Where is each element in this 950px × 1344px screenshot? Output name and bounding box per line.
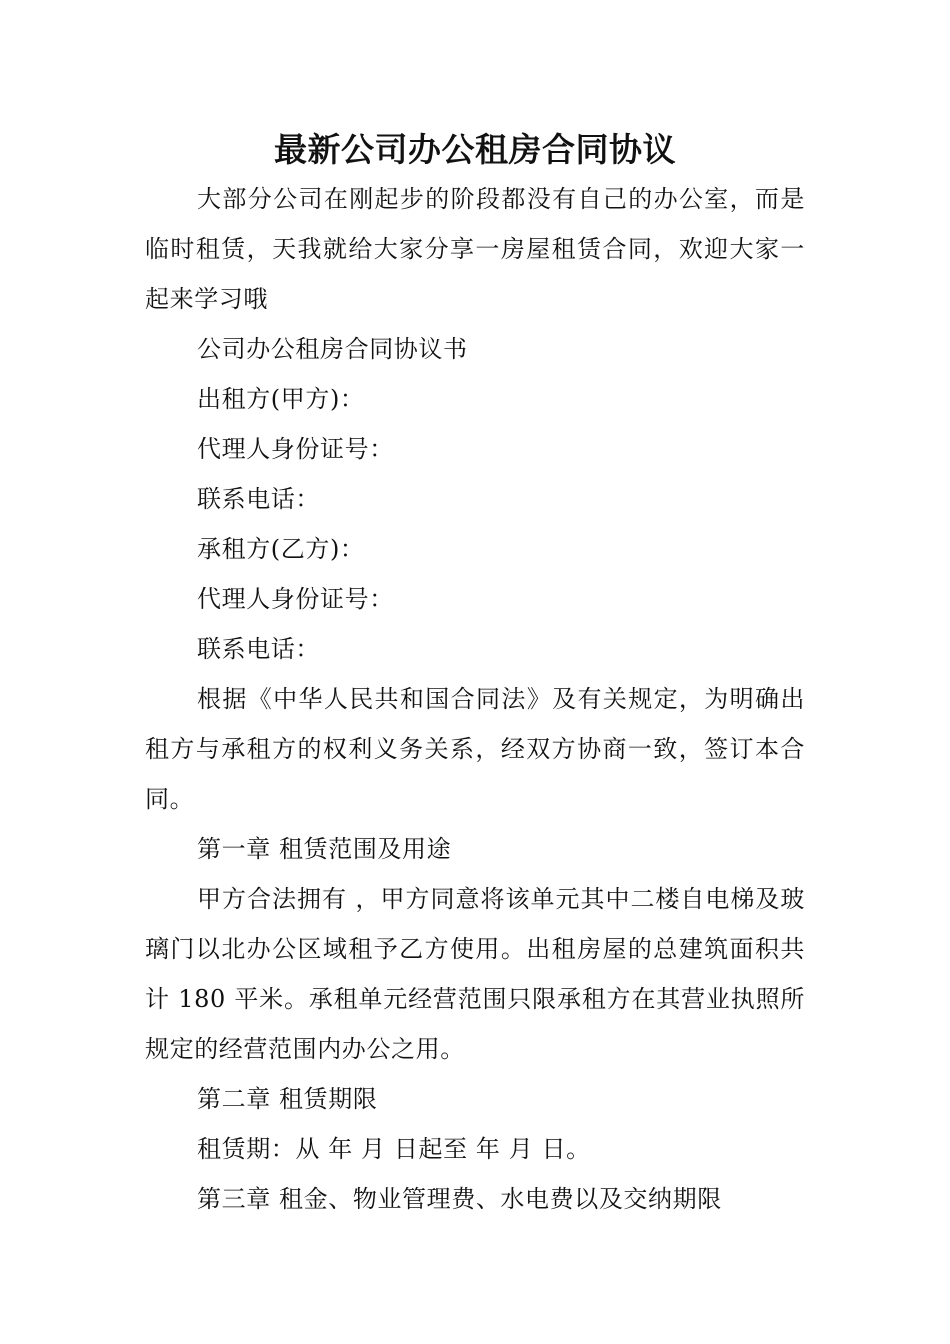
paragraph-chapter-1-heading: 第一章 租赁范围及用途 [197,835,452,863]
paragraph-legal-basis: 根据《中华人民共和国合同法》及有关规定，为明确出租方与承租方的权利义务关系，经双方协商一致，签订本合同。 [145,685,805,813]
paragraph-lessee-phone: 联系电话： [197,635,320,663]
paragraph-chapter-2-heading: 第二章 租赁期限 [197,1085,378,1113]
document-body [145,174,805,1224]
document-title: 最新公司办公租房合同协议 [274,130,676,169]
paragraph-lessee-agent-id: 代理人身份证号： [197,585,394,613]
paragraph-lessor-phone: 联系电话： [197,485,320,513]
paragraph-intro: 大部分公司在刚起步的阶段都没有自己的办公室，而是临时租赁，天我就给大家分享一房屋租赁合同，欢迎大家一起来学习哦 [145,185,805,313]
paragraph-lessee: 承租方(乙方)： [197,535,365,563]
paragraph-chapter-1-body: 甲方合法拥有 ，甲方同意将该单元其中二楼自电梯及玻璃门以北办公区域租予乙方使用。出租房屋的总建筑面积共计 180 平米。承租单元经营范围只限承租方在其营业执照所规定的经营范围内办公之用。 [145,885,805,1063]
paragraph-lessor: 出租方(甲方)： [197,385,365,413]
paragraph-lessor-agent-id: 代理人身份证号： [197,435,394,463]
paragraph-contract-heading: 公司办公租房合同协议书 [197,335,468,363]
paragraph-lease-term: 租赁期：从 年 月 日起至 年 月 日。 [197,1135,591,1163]
paragraph-chapter-3-heading: 第三章 租金、物业管理费、水电费以及交纳期限 [197,1185,722,1213]
